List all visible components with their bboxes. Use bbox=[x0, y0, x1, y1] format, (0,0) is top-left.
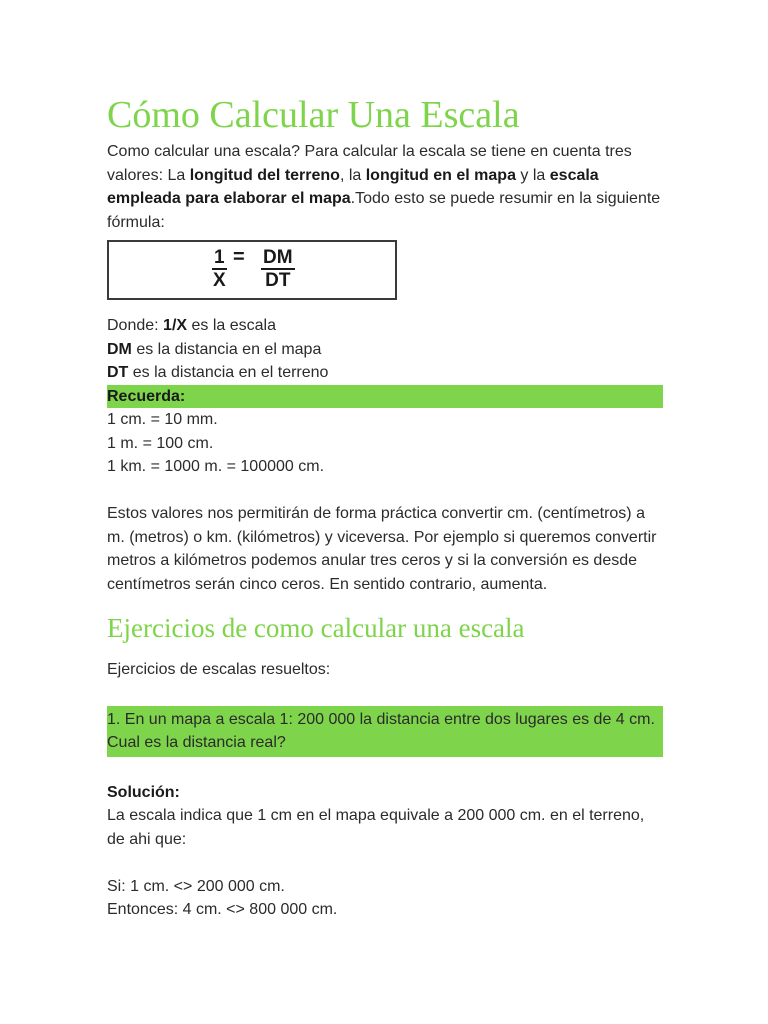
conversion-line: 1 m. = 100 cm. bbox=[107, 434, 214, 452]
article-content bbox=[107, 92, 663, 922]
definition-term: 1/X bbox=[163, 317, 188, 334]
solution-label: Solución: bbox=[107, 783, 180, 801]
formula-left-denominator: X bbox=[212, 270, 226, 291]
definitions-list bbox=[107, 314, 663, 385]
formula-left-fraction bbox=[212, 248, 227, 292]
recuerda-label: Recuerda: bbox=[107, 387, 186, 405]
definition-term: DT bbox=[107, 364, 129, 381]
definition-line: DM es la distancia en el mapa bbox=[107, 340, 322, 358]
formula-right-denominator: DT bbox=[265, 270, 291, 291]
formula-left-numerator: 1 bbox=[214, 247, 225, 268]
definition-line: Donde: 1/X es la escala bbox=[107, 317, 276, 334]
intro-bold-escala: escala empleada para elaborar el mapa bbox=[107, 166, 599, 207]
definition-line: DT es la distancia en el terreno bbox=[107, 364, 329, 381]
formula-right-fraction bbox=[261, 248, 295, 292]
conversion-line: 1 km. = 1000 m. = 100000 cm. bbox=[107, 458, 325, 475]
solution-step: Entonces: 4 cm. <> 800 000 cm. bbox=[107, 901, 338, 918]
intro-bold-mapa: longitud en el mapa bbox=[365, 166, 516, 184]
exercise-highlight bbox=[107, 706, 663, 757]
intro-bold-terreno: longitud del terreno bbox=[189, 166, 340, 184]
explanation-paragraph: Estos valores nos permitirán de forma práctica convertir cm. (centímetros) a m. (metros) o km. (kilómetros) y viceversa. Por ejemplo si queremos convertir metros a kilómetros podemos anular tres ceros y si la conversión es desde centímetros serán cinco ceros. En sentido contrario, aumenta. bbox=[107, 505, 657, 593]
formula-equals: = bbox=[233, 246, 245, 268]
intro-text-2: , la bbox=[339, 166, 366, 184]
section-heading: Ejercicios de como calcular una escala bbox=[107, 613, 525, 643]
intro-paragraph bbox=[107, 140, 663, 234]
solution-step: Si: 1 cm. <> 200 000 cm. bbox=[107, 877, 285, 895]
page-title: Cómo Calcular Una Escala bbox=[107, 94, 520, 136]
formula-right-numerator: DM bbox=[263, 247, 293, 268]
intro-text-1: Como calcular una escala? Para calcular la escala se tiene en cuenta tres valores: La bbox=[107, 143, 632, 184]
intro-text-3: y la bbox=[515, 166, 550, 184]
formula-box bbox=[107, 240, 397, 300]
intro-text-4: .Todo esto se puede resumir en la siguiente fórmula: bbox=[107, 190, 661, 231]
recuerda-highlight bbox=[107, 385, 663, 409]
conversion-line: 1 cm. = 10 mm. bbox=[107, 411, 218, 428]
definition-term: DM bbox=[107, 340, 132, 358]
solution-text: La escala indica que 1 cm en el mapa equivale a 200 000 cm. en el terreno, de ahi que: bbox=[107, 807, 645, 848]
section-subtitle: Ejercicios de escalas resueltos: bbox=[107, 661, 331, 678]
exercise-text: 1. En un mapa a escala 1: 200 000 la distancia entre dos lugares es de 4 cm. Cual es la distancia real? bbox=[107, 710, 655, 751]
